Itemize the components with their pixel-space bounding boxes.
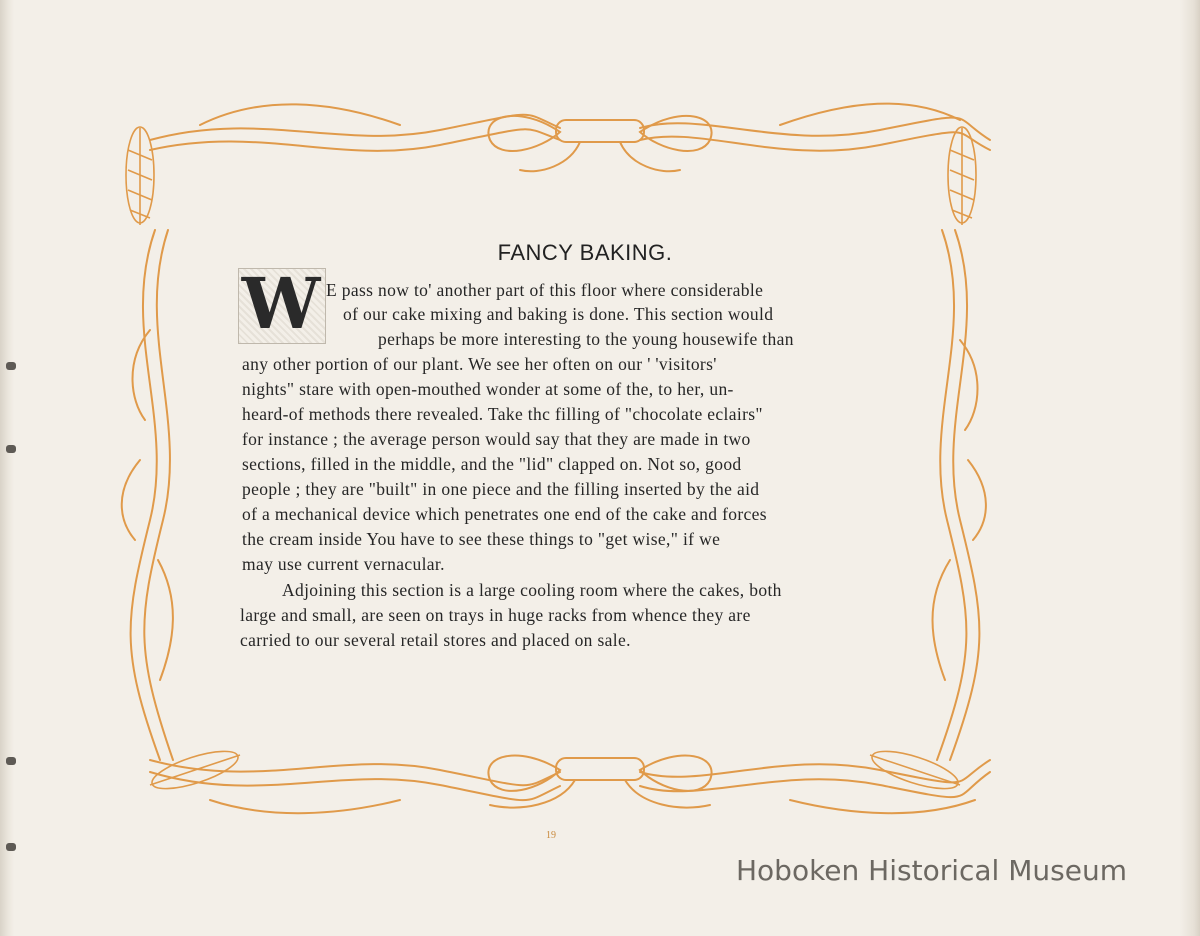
body-line: any other portion of our plant. We see her often on our ' 'visitors' xyxy=(242,354,717,374)
body-line: large and small, are seen on trays in huge racks from whence they are xyxy=(240,605,751,625)
body-line: perhaps be more interesting to the young housewife than xyxy=(378,329,794,349)
body-line: sections, filled in the middle, and the "lid" clapped on. Not so, good xyxy=(242,454,742,474)
page-number: 19 xyxy=(546,830,556,841)
body-line: of a mechanical device which penetrates one end of the cake and forces xyxy=(242,504,767,524)
drop-cap-letter: W xyxy=(241,262,321,345)
body-line: E pass now to' another part of this floor where considerable xyxy=(326,280,764,300)
body-line: may use current vernacular. xyxy=(242,554,445,574)
body-line: people ; they are "built" in one piece and the filling inserted by the aid xyxy=(242,479,760,499)
museum-watermark: Hoboken Historical Museum xyxy=(736,854,1127,887)
body-line: for instance ; the average person would say that they are made in two xyxy=(242,429,751,449)
body-line: the cream inside You have to see these things to "get wise," if we xyxy=(242,529,721,549)
body-line: of our cake mixing and baking is done. This section would xyxy=(343,304,774,324)
body-line: heard-of methods there revealed. Take thc filling of "chocolate eclairs" xyxy=(242,404,763,424)
body-line: carried to our several retail stores and placed on sale. xyxy=(240,630,631,650)
page-title: FANCY BAKING. xyxy=(497,240,673,265)
body-line: Adjoining this section is a large cooling room where the cakes, both xyxy=(282,580,782,600)
body-line: nights" stare with open-mouthed wonder at some of the, to her, un- xyxy=(242,379,734,399)
